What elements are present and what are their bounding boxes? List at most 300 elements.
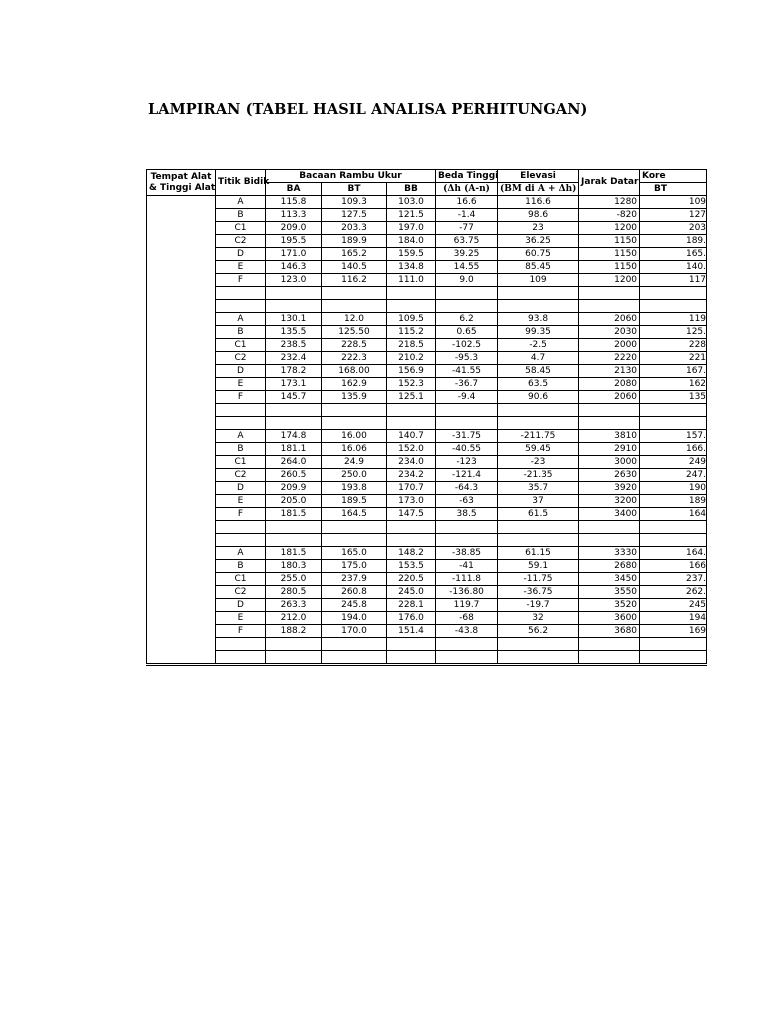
titik-cell: A	[216, 313, 266, 326]
empty-cell	[266, 300, 322, 313]
empty-cell	[387, 651, 436, 665]
ba-cell: 181.1	[266, 443, 322, 456]
header-elevasi: Elevasi	[498, 170, 579, 183]
bb-cell: 111.0	[387, 274, 436, 287]
ba-cell: 173.1	[266, 378, 322, 391]
table-row	[147, 560, 707, 573]
elevasi-cell: 90.6	[498, 391, 579, 404]
ba-cell: 263.3	[266, 599, 322, 612]
jarak-cell: 2030	[579, 326, 640, 339]
beda-cell: -41.55	[436, 365, 498, 378]
ba-cell: 280.5	[266, 586, 322, 599]
titik-cell: F	[216, 274, 266, 287]
empty-cell	[579, 638, 640, 651]
jarak-cell: 3450	[579, 573, 640, 586]
ba-cell: 212.0	[266, 612, 322, 625]
kor-cell: 189.	[640, 235, 707, 248]
kor-cell: 190	[640, 482, 707, 495]
bt-cell: 135.9	[322, 391, 387, 404]
empty-cell	[640, 404, 707, 417]
ba-cell: 209.0	[266, 222, 322, 235]
kor-cell: 165.	[640, 248, 707, 261]
kor-cell: 164	[640, 508, 707, 521]
empty-cell	[266, 287, 322, 300]
bt-cell: 109.3	[322, 196, 387, 209]
titik-cell: C1	[216, 456, 266, 469]
spacer-row	[147, 417, 707, 430]
bt-cell: 168.00	[322, 365, 387, 378]
beda-cell: -95.3	[436, 352, 498, 365]
bb-cell: 220.5	[387, 573, 436, 586]
kor-cell: 162	[640, 378, 707, 391]
empty-cell	[436, 404, 498, 417]
bt-cell: 140.5	[322, 261, 387, 274]
empty-cell	[436, 417, 498, 430]
empty-cell	[266, 534, 322, 547]
titik-cell: B	[216, 209, 266, 222]
header-elevasi-sub: (BM di A + Δh)	[498, 183, 579, 196]
empty-cell	[216, 404, 266, 417]
empty-cell	[640, 417, 707, 430]
bb-cell: 234.2	[387, 469, 436, 482]
beda-cell: -41	[436, 560, 498, 573]
beda-cell: -64.3	[436, 482, 498, 495]
table-row	[147, 456, 707, 469]
kor-cell: 127	[640, 209, 707, 222]
ba-cell: 232.4	[266, 352, 322, 365]
empty-cell	[216, 417, 266, 430]
ba-cell: 171.0	[266, 248, 322, 261]
empty-cell	[436, 534, 498, 547]
ba-cell: 135.5	[266, 326, 322, 339]
table-row	[147, 339, 707, 352]
empty-cell	[436, 638, 498, 651]
titik-cell: D	[216, 482, 266, 495]
titik-cell: E	[216, 261, 266, 274]
empty-cell	[387, 417, 436, 430]
ba-cell: 130.1	[266, 313, 322, 326]
header-bt: BT	[322, 183, 387, 196]
table-body	[147, 196, 707, 665]
jarak-cell: 2000	[579, 339, 640, 352]
beda-cell: 119.7	[436, 599, 498, 612]
bb-cell: 125.1	[387, 391, 436, 404]
titik-cell: F	[216, 391, 266, 404]
beda-cell: 38.5	[436, 508, 498, 521]
kor-cell: 166.	[640, 443, 707, 456]
ba-cell: 260.5	[266, 469, 322, 482]
table-row	[147, 365, 707, 378]
beda-cell: -123	[436, 456, 498, 469]
elevasi-cell: -23	[498, 456, 579, 469]
bt-cell: 12.0	[322, 313, 387, 326]
beda-cell: 63.75	[436, 235, 498, 248]
table-row	[147, 313, 707, 326]
table-row	[147, 430, 707, 443]
empty-cell	[387, 521, 436, 534]
bb-cell: 234.0	[387, 456, 436, 469]
beda-cell: 16.6	[436, 196, 498, 209]
kor-cell: 117	[640, 274, 707, 287]
bb-cell: 184.0	[387, 235, 436, 248]
bt-cell: 162.9	[322, 378, 387, 391]
kor-cell: 262.	[640, 586, 707, 599]
titik-cell: E	[216, 612, 266, 625]
header-tempat-alat	[147, 170, 216, 196]
header-bb: BB	[387, 183, 436, 196]
beda-cell: -38.85	[436, 547, 498, 560]
elevasi-cell: -2.5	[498, 339, 579, 352]
ba-cell: 195.5	[266, 235, 322, 248]
bt-cell: 165.0	[322, 547, 387, 560]
titik-cell: B	[216, 326, 266, 339]
bt-cell: 250.0	[322, 469, 387, 482]
elevasi-cell: -19.7	[498, 599, 579, 612]
header-jarak-datar: Jarak Datar	[579, 170, 640, 196]
bb-cell: 153.5	[387, 560, 436, 573]
elevasi-cell: 32	[498, 612, 579, 625]
bb-cell: 147.5	[387, 508, 436, 521]
titik-cell: D	[216, 599, 266, 612]
kor-cell: 167.	[640, 365, 707, 378]
ba-cell: 145.7	[266, 391, 322, 404]
jarak-cell: 3400	[579, 508, 640, 521]
kor-cell: 194	[640, 612, 707, 625]
header-koreksi: Kore	[640, 170, 707, 183]
empty-cell	[266, 638, 322, 651]
elevasi-cell: 35.7	[498, 482, 579, 495]
table-row	[147, 586, 707, 599]
spacer-row	[147, 638, 707, 651]
titik-cell: A	[216, 196, 266, 209]
kor-cell: 135	[640, 391, 707, 404]
titik-cell: D	[216, 248, 266, 261]
bt-cell: 222.3	[322, 352, 387, 365]
bt-cell: 260.8	[322, 586, 387, 599]
bt-cell: 127.5	[322, 209, 387, 222]
titik-cell: C1	[216, 573, 266, 586]
bt-cell: 165.2	[322, 248, 387, 261]
elevasi-cell: 37	[498, 495, 579, 508]
empty-cell	[498, 287, 579, 300]
table-row	[147, 248, 707, 261]
bb-cell: 218.5	[387, 339, 436, 352]
elevasi-cell: -11.75	[498, 573, 579, 586]
jarak-cell: 2080	[579, 378, 640, 391]
elevasi-cell: 59.1	[498, 560, 579, 573]
table-row	[147, 222, 707, 235]
empty-cell	[322, 417, 387, 430]
bt-cell: 228.5	[322, 339, 387, 352]
jarak-cell: 2060	[579, 313, 640, 326]
jarak-cell: 2680	[579, 560, 640, 573]
empty-cell	[498, 521, 579, 534]
bb-cell: 140.7	[387, 430, 436, 443]
jarak-cell: 1280	[579, 196, 640, 209]
bb-cell: 115.2	[387, 326, 436, 339]
bb-cell: 210.2	[387, 352, 436, 365]
table-row	[147, 261, 707, 274]
elevasi-cell: 36.25	[498, 235, 579, 248]
empty-cell	[498, 534, 579, 547]
empty-cell	[640, 651, 707, 665]
bb-cell: 228.1	[387, 599, 436, 612]
titik-cell: C2	[216, 469, 266, 482]
bb-cell: 197.0	[387, 222, 436, 235]
bt-cell: 16.00	[322, 430, 387, 443]
empty-cell	[498, 417, 579, 430]
titik-cell: B	[216, 560, 266, 573]
titik-cell: A	[216, 430, 266, 443]
kor-cell: 203	[640, 222, 707, 235]
jarak-cell: 3200	[579, 495, 640, 508]
empty-cell	[387, 638, 436, 651]
table-row	[147, 482, 707, 495]
elevasi-cell: 98.6	[498, 209, 579, 222]
elevasi-cell: 99.35	[498, 326, 579, 339]
empty-cell	[322, 651, 387, 665]
ba-cell: 188.2	[266, 625, 322, 638]
titik-cell: C1	[216, 339, 266, 352]
table-row	[147, 391, 707, 404]
beda-cell: 0.65	[436, 326, 498, 339]
table-row	[147, 326, 707, 339]
bt-cell: 237.9	[322, 573, 387, 586]
bb-cell: 173.0	[387, 495, 436, 508]
empty-cell	[322, 534, 387, 547]
beda-cell: -43.8	[436, 625, 498, 638]
header-titik-bidik: Titik Bidik	[216, 170, 266, 196]
table-row	[147, 625, 707, 638]
header-koreksi-sub: BT	[640, 183, 707, 196]
table-row	[147, 573, 707, 586]
bt-cell: 203.3	[322, 222, 387, 235]
bt-cell: 175.0	[322, 560, 387, 573]
jarak-cell: 1150	[579, 235, 640, 248]
table-row	[147, 612, 707, 625]
kor-cell: 221	[640, 352, 707, 365]
beda-cell: -68	[436, 612, 498, 625]
ba-cell: 180.3	[266, 560, 322, 573]
bb-cell: 121.5	[387, 209, 436, 222]
ba-cell: 178.2	[266, 365, 322, 378]
spacer-row	[147, 534, 707, 547]
elevasi-cell: 116.6	[498, 196, 579, 209]
bb-cell: 134.8	[387, 261, 436, 274]
empty-cell	[498, 404, 579, 417]
table-row	[147, 495, 707, 508]
bb-cell: 152.3	[387, 378, 436, 391]
ba-cell: 115.8	[266, 196, 322, 209]
spacer-row	[147, 651, 707, 665]
beda-cell: -9.4	[436, 391, 498, 404]
spacer-row	[147, 404, 707, 417]
elevasi-cell: 56.2	[498, 625, 579, 638]
empty-cell	[579, 417, 640, 430]
jarak-cell: 2910	[579, 443, 640, 456]
bb-cell: 152.0	[387, 443, 436, 456]
bb-cell: 156.9	[387, 365, 436, 378]
beda-cell: -102.5	[436, 339, 498, 352]
kor-cell: 166	[640, 560, 707, 573]
table-row	[147, 209, 707, 222]
header-ba: BA	[266, 183, 322, 196]
jarak-cell: 3680	[579, 625, 640, 638]
beda-cell: -63	[436, 495, 498, 508]
results-table-container	[146, 169, 707, 659]
ba-cell: 181.5	[266, 547, 322, 560]
empty-cell	[322, 300, 387, 313]
empty-cell	[216, 287, 266, 300]
titik-cell: F	[216, 508, 266, 521]
kor-cell: 109	[640, 196, 707, 209]
beda-cell: -36.7	[436, 378, 498, 391]
empty-cell	[322, 287, 387, 300]
titik-cell: B	[216, 443, 266, 456]
empty-cell	[216, 521, 266, 534]
empty-cell	[216, 534, 266, 547]
empty-cell	[322, 638, 387, 651]
spacer-row	[147, 287, 707, 300]
kor-cell: 119	[640, 313, 707, 326]
kor-cell: 157.	[640, 430, 707, 443]
empty-cell	[322, 404, 387, 417]
bt-cell: 189.9	[322, 235, 387, 248]
table-row	[147, 547, 707, 560]
empty-cell	[640, 534, 707, 547]
empty-cell	[266, 521, 322, 534]
table-row	[147, 196, 707, 209]
kor-cell: 189	[640, 495, 707, 508]
table-row	[147, 274, 707, 287]
jarak-cell: 1200	[579, 222, 640, 235]
kor-cell: 125.	[640, 326, 707, 339]
ba-cell: 209.9	[266, 482, 322, 495]
bb-cell: 159.5	[387, 248, 436, 261]
bt-cell: 189.5	[322, 495, 387, 508]
bb-cell: 103.0	[387, 196, 436, 209]
beda-cell: 6.2	[436, 313, 498, 326]
jarak-cell: 3520	[579, 599, 640, 612]
beda-cell: -1.4	[436, 209, 498, 222]
kor-cell: 247.	[640, 469, 707, 482]
empty-cell	[387, 404, 436, 417]
jarak-cell: -820	[579, 209, 640, 222]
jarak-cell: 2060	[579, 391, 640, 404]
beda-cell: -111.8	[436, 573, 498, 586]
elevasi-cell: -21.35	[498, 469, 579, 482]
header-bacaan-rambu: Bacaan Rambu Ukur	[266, 170, 436, 183]
elevasi-cell: 85.45	[498, 261, 579, 274]
table-row	[147, 469, 707, 482]
bb-cell: 176.0	[387, 612, 436, 625]
empty-cell	[216, 300, 266, 313]
ba-cell: 181.5	[266, 508, 322, 521]
table-row	[147, 352, 707, 365]
ba-cell: 123.0	[266, 274, 322, 287]
ba-cell: 205.0	[266, 495, 322, 508]
beda-cell: 9.0	[436, 274, 498, 287]
empty-cell	[640, 300, 707, 313]
titik-cell: E	[216, 378, 266, 391]
bt-cell: 116.2	[322, 274, 387, 287]
empty-cell	[579, 404, 640, 417]
jarak-cell: 1150	[579, 261, 640, 274]
titik-cell: C2	[216, 352, 266, 365]
elevasi-cell: 60.75	[498, 248, 579, 261]
beda-cell: 14.55	[436, 261, 498, 274]
empty-cell	[579, 651, 640, 665]
ba-cell: 174.8	[266, 430, 322, 443]
empty-cell	[216, 651, 266, 665]
table-row	[147, 443, 707, 456]
jarak-cell: 3810	[579, 430, 640, 443]
elevasi-cell: -211.75	[498, 430, 579, 443]
empty-cell	[266, 417, 322, 430]
empty-cell	[387, 287, 436, 300]
beda-cell: -121.4	[436, 469, 498, 482]
elevasi-cell: 109	[498, 274, 579, 287]
table-row	[147, 378, 707, 391]
ba-cell: 238.5	[266, 339, 322, 352]
empty-cell	[498, 638, 579, 651]
bt-cell: 164.5	[322, 508, 387, 521]
empty-cell	[640, 287, 707, 300]
page-title: LAMPIRAN (TABEL HASIL ANALISA PERHITUNGAN)	[148, 101, 588, 118]
jarak-cell: 3600	[579, 612, 640, 625]
elevasi-cell: 23	[498, 222, 579, 235]
elevasi-cell: 61.5	[498, 508, 579, 521]
kor-cell: 140.	[640, 261, 707, 274]
bt-cell: 194.0	[322, 612, 387, 625]
titik-cell: C2	[216, 586, 266, 599]
empty-cell	[387, 534, 436, 547]
kor-cell: 249	[640, 456, 707, 469]
table-row	[147, 599, 707, 612]
elevasi-cell: 61.15	[498, 547, 579, 560]
bt-cell: 125.50	[322, 326, 387, 339]
bt-cell: 16.06	[322, 443, 387, 456]
header-beda-sub: (Δh (A-n)	[436, 183, 498, 196]
empty-cell	[322, 521, 387, 534]
bb-cell: 148.2	[387, 547, 436, 560]
empty-cell	[579, 300, 640, 313]
empty-cell	[436, 287, 498, 300]
empty-cell	[436, 651, 498, 665]
tempat-alat-cell	[147, 196, 216, 665]
kor-cell: 164.	[640, 547, 707, 560]
titik-cell: C2	[216, 235, 266, 248]
empty-cell	[640, 638, 707, 651]
beda-cell: -40.55	[436, 443, 498, 456]
jarak-cell: 2630	[579, 469, 640, 482]
empty-cell	[498, 300, 579, 313]
ba-cell: 255.0	[266, 573, 322, 586]
kor-cell: 169	[640, 625, 707, 638]
empty-cell	[640, 521, 707, 534]
empty-cell	[436, 300, 498, 313]
empty-cell	[266, 404, 322, 417]
elevasi-cell: 63.5	[498, 378, 579, 391]
bb-cell: 151.4	[387, 625, 436, 638]
titik-cell: C1	[216, 222, 266, 235]
jarak-cell: 3330	[579, 547, 640, 560]
titik-cell: E	[216, 495, 266, 508]
empty-cell	[216, 638, 266, 651]
jarak-cell: 2130	[579, 365, 640, 378]
bb-cell: 170.7	[387, 482, 436, 495]
empty-cell	[579, 534, 640, 547]
